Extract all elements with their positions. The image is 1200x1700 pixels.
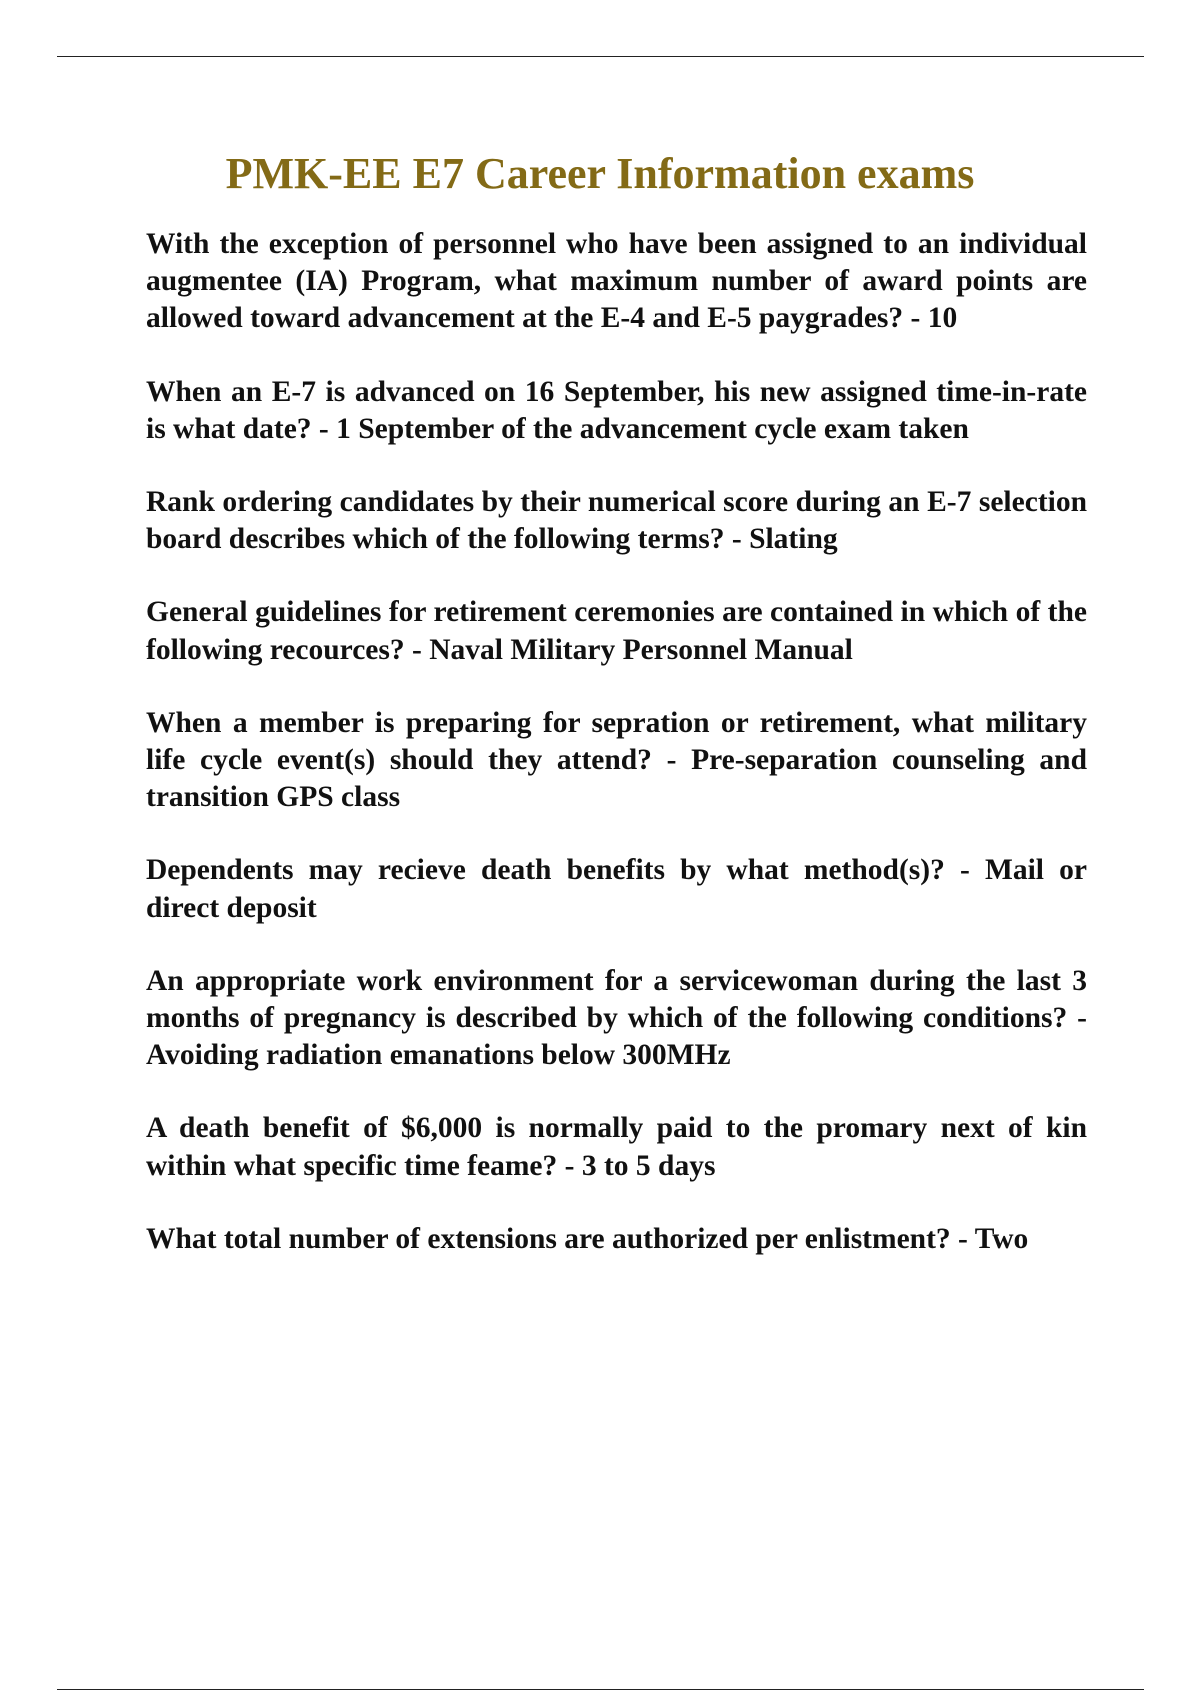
answer-text: Mail or direct deposit bbox=[146, 854, 1087, 924]
separator: - bbox=[944, 854, 985, 887]
question-text: A death benefit of $6,000 is normally paid to the promary next of kin within what specific time feame? bbox=[146, 1112, 1087, 1182]
question-text: An appropriate work environment for a servicewoman during the last 3 months of pregnancy is described by which of the following conditions? bbox=[146, 964, 1087, 1035]
answer-text: Slating bbox=[749, 523, 838, 556]
top-rule bbox=[57, 56, 1144, 57]
answer-text: 3 to 5 days bbox=[581, 1149, 716, 1182]
qa-item bbox=[146, 1110, 1087, 1184]
separator: - bbox=[1067, 1002, 1087, 1035]
separator: - bbox=[950, 1222, 975, 1255]
answer-text: Avoiding radiation emanations below 300MHz bbox=[146, 1039, 731, 1072]
bottom-rule bbox=[57, 1689, 1144, 1690]
separator: - bbox=[311, 412, 337, 445]
separator: - bbox=[404, 633, 430, 666]
qa-item bbox=[146, 1221, 1087, 1258]
question-text: General guidelines for retirement ceremonies are contained in which of the following recources? bbox=[146, 596, 1087, 666]
answer-text: Two bbox=[974, 1222, 1029, 1255]
question-text: With the exception of personnel who have been assigned to an individual augmentee (IA) Program, what maximum number of award points are allowed toward advancement at the E-4 and E-5 paygrades? bbox=[146, 228, 1087, 335]
answer-text: Naval Military Personnel Manual bbox=[429, 633, 853, 666]
question-text: Dependents may recieve death benefits by what method(s)? bbox=[146, 854, 945, 887]
qa-list bbox=[146, 226, 1087, 1294]
answer-text: Pre-separation counseling and transition GPS class bbox=[146, 744, 1087, 814]
answer-text: 10 bbox=[927, 302, 958, 335]
qa-item bbox=[146, 852, 1087, 926]
qa-item bbox=[146, 226, 1087, 338]
question-text: When an E-7 is advanced on 16 September, his new assigned time-in-rate is what date? bbox=[146, 375, 1087, 445]
qa-item bbox=[146, 594, 1087, 668]
separator: - bbox=[557, 1149, 582, 1182]
separator: - bbox=[724, 523, 750, 556]
separator: - bbox=[651, 744, 692, 777]
question-text: Rank ordering candidates by their numerical score during an E-7 selection board describes which of the following terms? bbox=[146, 486, 1087, 556]
separator: - bbox=[903, 302, 928, 335]
qa-item bbox=[146, 705, 1087, 817]
question-text: When a member is preparing for sepration or retirement, what military life cycle event(s) should they attend? bbox=[146, 706, 1087, 777]
qa-item bbox=[146, 484, 1087, 558]
question-text: What total number of extensions are authorized per enlistment? bbox=[146, 1222, 951, 1255]
qa-item bbox=[146, 963, 1087, 1075]
page-title: PMK-EE E7 Career Information exams bbox=[225, 149, 975, 198]
qa-item bbox=[146, 374, 1087, 448]
answer-text: 1 September of the advancement cycle exam taken bbox=[336, 412, 969, 445]
